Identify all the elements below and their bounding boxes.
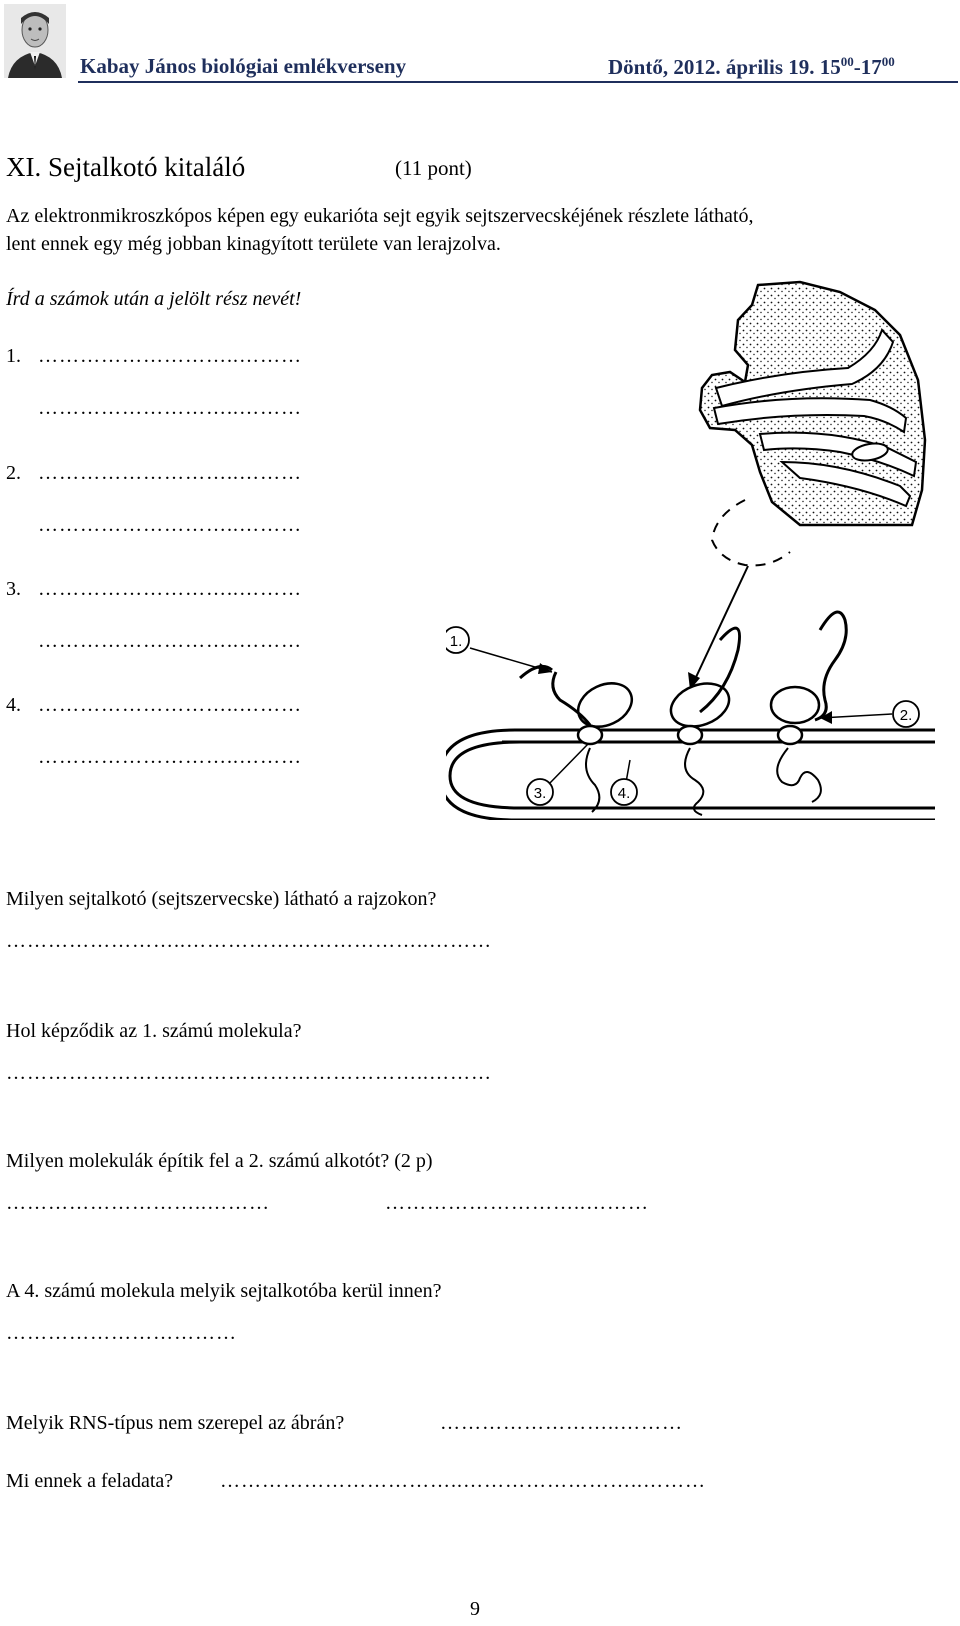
question-3-answer-b[interactable]: ………………………..……… <box>385 1192 649 1214</box>
question-4: A 4. számú molekula melyik sejtalkotóba kerül innen? <box>6 1280 442 1302</box>
question-5: Melyik RNS-típus nem szerepel az ábrán? <box>6 1412 345 1434</box>
question-3: Milyen molekulák építik fel a 2. számú alkotót? (2 p) <box>6 1150 433 1172</box>
question-2: Hol képződik az 1. számú molekula? <box>6 1020 302 1042</box>
question-2-answer[interactable]: ……………………..……………………………..……… <box>6 1062 492 1084</box>
diagram-label-3: 3. <box>533 785 547 802</box>
diagram-label-2: 2. <box>899 707 913 724</box>
answer-3-line-2[interactable]: ………………………..……… <box>38 630 302 652</box>
portrait-photo <box>4 4 66 78</box>
question-5-answer[interactable]: ……………………..……… <box>440 1412 683 1434</box>
answer-4-line-2[interactable]: ………………………..……… <box>38 746 302 768</box>
answer-2-line-2[interactable]: ………………………..……… <box>38 514 302 536</box>
competition-name: Kabay János biológiai emlékverseny <box>80 54 407 78</box>
answer-4-line-1[interactable]: ………………………..……… <box>38 694 302 716</box>
answer-1-number: 1. <box>6 345 21 367</box>
answer-2-line-1[interactable]: ………………………..……… <box>38 462 302 484</box>
competition-date: Döntő, 2012. április 19. $15^{00}-17^{00}$ <box>608 54 895 79</box>
question-1: Milyen sejtalkotó (sejtszervecske) látható a rajzokon? <box>6 888 437 910</box>
question-3-answer-a[interactable]: ………………………..……… <box>6 1192 270 1214</box>
task-title: XI. Sejtalkotó kitaláló <box>6 152 246 182</box>
diagram-label-1: 1. <box>449 633 463 650</box>
task-points: (11 pont) <box>395 156 472 180</box>
answer-3-line-1[interactable]: ………………………..……… <box>38 578 302 600</box>
question-6: Mi ennek a feladata? <box>6 1470 174 1492</box>
answer-3-number: 3. <box>6 578 21 600</box>
answer-1-line-2[interactable]: ………………………..……… <box>38 397 302 419</box>
question-4-answer[interactable]: …………………………… <box>6 1322 237 1344</box>
intro-line-2: lent ennek egy még jobban kinagyított területe van lerajzolva. <box>6 233 501 255</box>
header-rule <box>78 81 958 83</box>
question-6-answer[interactable]: ……………………………..……………………..……… <box>220 1470 706 1492</box>
answer-1-line-1[interactable]: ………………………..……… <box>38 345 302 367</box>
instruction: Írd a számok után a jelölt rész nevét! <box>6 288 302 310</box>
page-number: 9 <box>470 1598 480 1620</box>
answer-4-number: 4. <box>6 694 21 716</box>
diagram-label-4: 4. <box>617 785 631 802</box>
answer-2-number: 2. <box>6 462 21 484</box>
rough-er-diagram <box>446 280 952 820</box>
intro-line-1: Az elektronmikroszkópos képen egy eukarióta sejt egyik sejtszervecskéjének részlete látható, <box>6 205 754 227</box>
question-1-answer[interactable]: ……………………..……………………………..……… <box>6 930 492 952</box>
